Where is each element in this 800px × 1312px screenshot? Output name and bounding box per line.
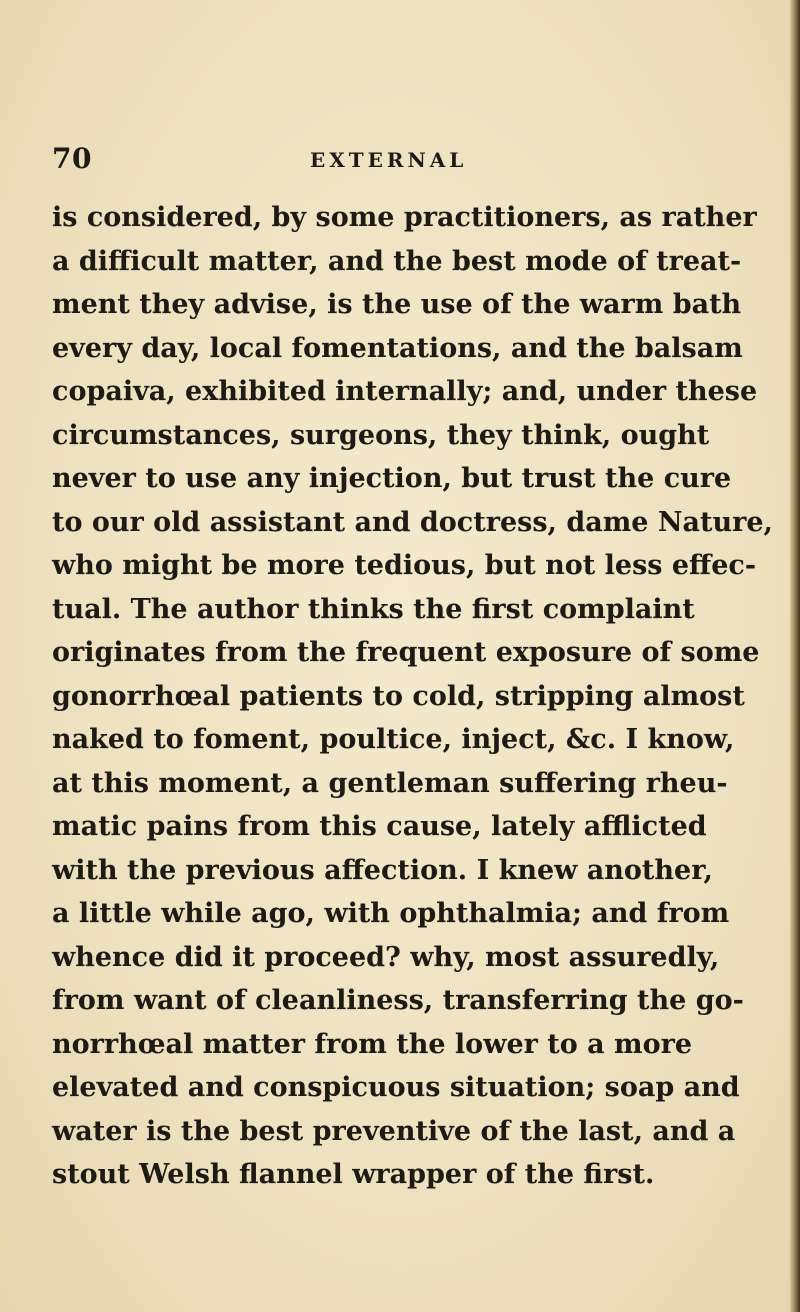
body-text (52, 196, 773, 1197)
page-edge-shadow (790, 0, 800, 1312)
text-line: matic pains from this cause, lately afflicted (52, 811, 707, 842)
text-line: at this moment, a gentleman suffering rheu- (52, 767, 728, 799)
text-line: norrhœal matter from the lower to a more (52, 1028, 692, 1060)
page-header (52, 142, 752, 182)
text-line: stout Welsh flannel wrapper of the first. (52, 1159, 655, 1190)
running-head: EXTERNAL (310, 148, 468, 172)
text-line: every day, local fomentations, and the balsam (52, 332, 743, 364)
text-line: copaiva, exhibited internally; and, under these (52, 376, 758, 407)
text-line: who might be more tedious, but not less effec- (52, 550, 757, 581)
text-line: water is the best preventive of the last, and a (52, 1115, 736, 1147)
text-line: originates from the frequent exposure of some (52, 637, 760, 668)
text-line: never to use any injection, but trust the cure (52, 463, 732, 494)
text-line: with the previous affection. I knew another, (52, 854, 713, 886)
text-line: naked to foment, poultice, inject, &c. I know, (52, 724, 735, 755)
page-number: 70 (52, 142, 92, 175)
text-line: gonorrhœal patients to cold, stripping almost (52, 680, 745, 712)
text-line: from want of cleanliness, transferring the go- (52, 985, 744, 1016)
text-line: tual. The author thinks the first complaint (52, 593, 695, 625)
text-line: elevated and conspicuous situation; soap and (52, 1072, 740, 1103)
text-line: a difficult matter, and the best mode of treat- (52, 245, 742, 277)
text-line: circumstances, surgeons, they think, ought (52, 419, 710, 451)
text-line: a little while ago, with ophthalmia; and from (52, 898, 730, 929)
text-line: is considered, by some practitioners, as rather (52, 202, 757, 233)
text-line: whence did it proceed? why, most assuredly, (52, 941, 720, 973)
text-line: to our old assistant and doctress, dame Nature, (52, 506, 773, 538)
text-line: ment they advise, is the use of the warm bath (52, 289, 742, 320)
